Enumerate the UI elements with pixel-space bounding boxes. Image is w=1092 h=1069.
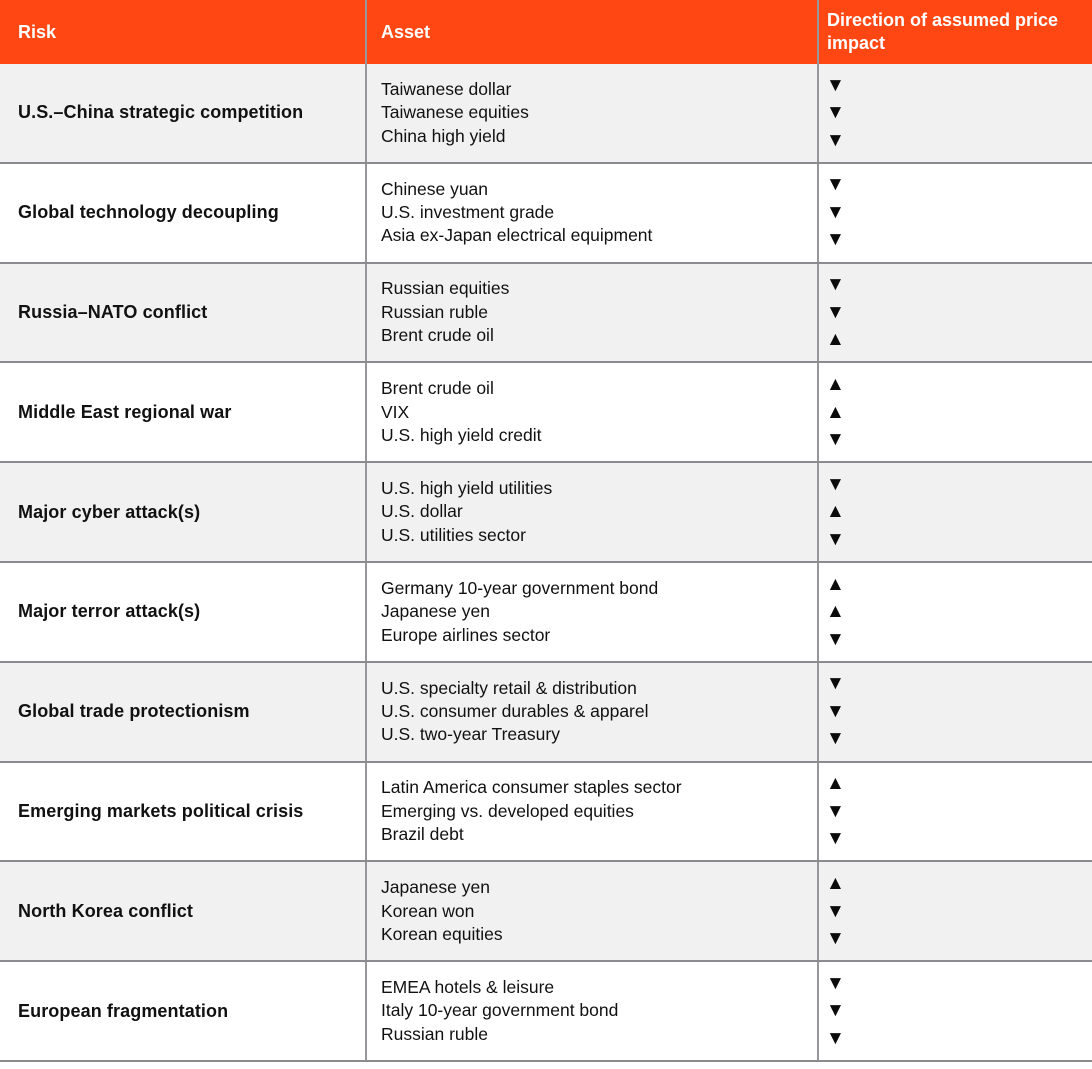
table-row [0, 663, 1092, 763]
asset-cell [365, 962, 817, 1060]
asset-label: Brent crude oil [381, 378, 494, 399]
asset-cell [365, 763, 817, 861]
risk-cell: North Korea conflict [18, 900, 194, 921]
risk-cell: Middle East regional war [18, 401, 232, 422]
direction-cell [817, 663, 1092, 761]
table-row [0, 264, 1092, 364]
asset-cell [365, 64, 817, 162]
risk-cell: U.S.–China strategic competition [18, 102, 304, 123]
arrow-down-icon: ▼ [826, 528, 845, 550]
asset-label: Taiwanese equities [381, 102, 529, 123]
asset-cell [365, 264, 817, 362]
asset-label: Taiwanese dollar [381, 78, 512, 99]
table-row [0, 962, 1092, 1062]
arrow-up-icon: ▲ [826, 329, 845, 351]
asset-label: Russian equities [381, 278, 510, 299]
asset-label: Russian ruble [381, 1023, 488, 1044]
table-row [0, 64, 1092, 164]
arrow-down-icon: ▼ [826, 274, 845, 296]
arrow-down-icon: ▼ [826, 301, 845, 323]
asset-label: Korean won [381, 900, 475, 921]
column-header-direction: Direction of assumed price impact [817, 0, 1092, 64]
direction-cell [817, 862, 1092, 960]
asset-label: Brent crude oil [381, 325, 494, 346]
risk-cell: Global trade protectionism [18, 701, 250, 722]
risk-cell: Russia–NATO conflict [18, 301, 208, 322]
table-row [0, 862, 1092, 962]
arrow-up-icon: ▲ [826, 401, 845, 423]
direction-cell [817, 363, 1092, 461]
risk-cell: Major cyber attack(s) [18, 501, 201, 522]
asset-label: Asia ex-Japan electrical equipment [381, 225, 653, 246]
asset-label: U.S. investment grade [381, 201, 555, 222]
arrow-down-icon: ▼ [826, 628, 845, 650]
table-header-row [0, 0, 1092, 64]
asset-label: U.S. utilities sector [381, 524, 526, 545]
risk-cell: Emerging markets political crisis [18, 800, 304, 821]
table-body [0, 64, 1092, 1062]
asset-label: U.S. two-year Treasury [381, 724, 560, 745]
asset-label: VIX [381, 401, 410, 422]
asset-cell [365, 663, 817, 761]
asset-cell [365, 363, 817, 461]
arrow-down-icon: ▼ [826, 174, 845, 196]
column-header-asset: Asset [365, 0, 817, 64]
arrow-down-icon: ▼ [826, 728, 845, 750]
asset-label: Italy 10-year government bond [381, 1000, 619, 1021]
arrow-down-icon: ▼ [826, 928, 845, 950]
arrow-up-icon: ▲ [826, 601, 845, 623]
asset-label: Korean equities [381, 923, 503, 944]
direction-cell [817, 264, 1092, 362]
asset-label: Latin America consumer staples sector [381, 777, 682, 798]
asset-label: Japanese yen [381, 877, 490, 898]
arrow-down-icon: ▼ [826, 473, 845, 495]
arrow-down-icon: ▼ [826, 800, 845, 822]
arrow-down-icon: ▼ [826, 129, 845, 151]
asset-label: Japanese yen [381, 601, 490, 622]
arrow-down-icon: ▼ [826, 74, 845, 96]
asset-cell [365, 463, 817, 561]
table-row [0, 563, 1092, 663]
arrow-down-icon: ▼ [826, 229, 845, 251]
column-header-risk: Risk [18, 21, 57, 42]
asset-label: Emerging vs. developed equities [381, 800, 634, 821]
arrow-up-icon: ▲ [826, 374, 845, 396]
asset-label: U.S. high yield credit [381, 424, 542, 445]
asset-label: Brazil debt [381, 824, 464, 845]
direction-cell [817, 962, 1092, 1060]
asset-cell [365, 563, 817, 661]
asset-label: Germany 10-year government bond [381, 577, 659, 598]
risk-cell: Major terror attack(s) [18, 601, 201, 622]
arrow-down-icon: ▼ [826, 828, 845, 850]
asset-label: EMEA hotels & leisure [381, 976, 555, 997]
asset-label: China high yield [381, 125, 506, 146]
arrow-up-icon: ▲ [826, 501, 845, 523]
arrow-down-icon: ▼ [826, 102, 845, 124]
asset-cell [365, 862, 817, 960]
arrow-up-icon: ▲ [826, 773, 845, 795]
direction-cell [817, 463, 1092, 561]
asset-label: U.S. high yield utilities [381, 477, 553, 498]
asset-label: Europe airlines sector [381, 624, 551, 645]
asset-label: U.S. dollar [381, 501, 463, 522]
arrow-up-icon: ▲ [826, 873, 845, 895]
risk-cell: European fragmentation [18, 1000, 229, 1021]
asset-label: Russian ruble [381, 301, 488, 322]
risk-cell: Global technology decoupling [18, 202, 279, 223]
direction-cell [817, 763, 1092, 861]
arrow-down-icon: ▼ [826, 900, 845, 922]
arrow-down-icon: ▼ [826, 201, 845, 223]
table-row [0, 363, 1092, 463]
arrow-up-icon: ▲ [826, 573, 845, 595]
arrow-down-icon: ▼ [826, 1000, 845, 1022]
arrow-down-icon: ▼ [826, 700, 845, 722]
asset-cell [365, 164, 817, 262]
arrow-down-icon: ▼ [826, 673, 845, 695]
direction-cell [817, 64, 1092, 162]
direction-cell [817, 164, 1092, 262]
table-row [0, 164, 1092, 264]
arrow-down-icon: ▼ [826, 429, 845, 451]
asset-label: U.S. consumer durables & apparel [381, 700, 649, 721]
table-row [0, 463, 1092, 563]
asset-label: Chinese yuan [381, 178, 489, 199]
arrow-down-icon: ▼ [826, 1027, 845, 1049]
direction-cell [817, 563, 1092, 661]
table-row [0, 763, 1092, 863]
arrow-down-icon: ▼ [826, 972, 845, 994]
asset-label: U.S. specialty retail & distribution [381, 677, 637, 698]
